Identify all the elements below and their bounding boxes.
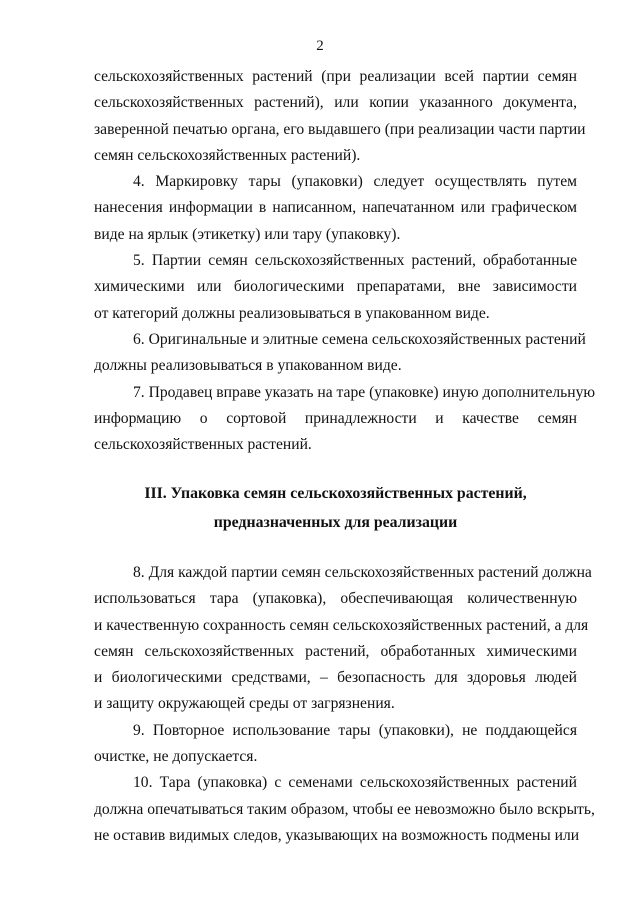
section-heading-line-1: III. Упаковка семян сельскохозяйственных растений, bbox=[144, 485, 527, 502]
paragraph-9-first-line: 9. Повторное использование тары (упаковки), не поддающейся bbox=[133, 721, 577, 739]
text-line: виде на ярлык (этикетку) или тару (упаковку). bbox=[94, 225, 401, 243]
text-line: и биологическими средствами, – безопасность для здоровья людей bbox=[94, 669, 577, 687]
text-line: сельскохозяйственных растений. bbox=[94, 436, 312, 454]
text-block-items-8-10 bbox=[94, 560, 595, 849]
text-line: и защиту окружающей среды от загрязнения. bbox=[94, 695, 395, 713]
page-number: 2 bbox=[316, 38, 324, 54]
text-line: сельскохозяйственных растений (при реализации всей партии семян bbox=[94, 68, 577, 85]
text-line: от категорий должны реализовываться в упакованном виде. bbox=[94, 304, 490, 322]
paragraph-5-first-line: 5. Партии семян сельскохозяйственных растений, обработанные bbox=[133, 252, 577, 270]
text-line: и качественную сохранность семян сельскохозяйственных растений, а для bbox=[94, 616, 589, 634]
paragraph-8-first-line: 8. Для каждой партии семян сельскохозяйственных растений должна bbox=[133, 564, 592, 581]
text-line: химическими или биологическими препаратами, вне зависимости bbox=[94, 278, 577, 296]
section-heading bbox=[94, 479, 577, 537]
text-line: информацию о сортовой принадлежности и качестве семян bbox=[94, 409, 577, 427]
text-line: использоваться тара (упаковка), обеспечивающая количественную bbox=[94, 590, 577, 608]
paragraph-7-first-line: 7. Продавец вправе указать на таре (упаковке) иную дополнительную bbox=[133, 383, 596, 401]
paragraph-4-first-line: 4. Маркировку тары (упаковки) следует осуществлять путем bbox=[133, 173, 577, 191]
paragraph-6-first-line: 6. Оригинальные и элитные семена сельскохозяйственных растений bbox=[133, 330, 586, 348]
paragraph-10-first-line: 10. Тара (упаковка) с семенами сельскохозяйственных растений bbox=[133, 774, 577, 792]
text-line: должны реализовываться в упакованном виде. bbox=[94, 357, 402, 375]
text-line: должна опечатываться таким образом, чтобы ее невозможно было вскрыть, bbox=[94, 800, 595, 818]
text-line: очистке, не допускается. bbox=[94, 748, 258, 766]
text-block-items-3-7 bbox=[94, 64, 596, 458]
text-line: сельскохозяйственных растений), или копии указанного документа, bbox=[94, 94, 577, 112]
text-line: заверенной печатью органа, его выдавшего (при реализации части партии bbox=[94, 120, 586, 138]
section-heading-line-2: предназначенных для реализации bbox=[213, 514, 458, 531]
text-line: нанесения информации в написанном, напечатанном или графическом bbox=[94, 199, 577, 217]
text-line: семян сельскохозяйственных растений). bbox=[94, 146, 361, 164]
text-line: не оставив видимых следов, указывающих на возможность подмены или bbox=[94, 826, 580, 844]
text-line: семян сельскохозяйственных растений, обработанных химическими bbox=[94, 642, 577, 660]
